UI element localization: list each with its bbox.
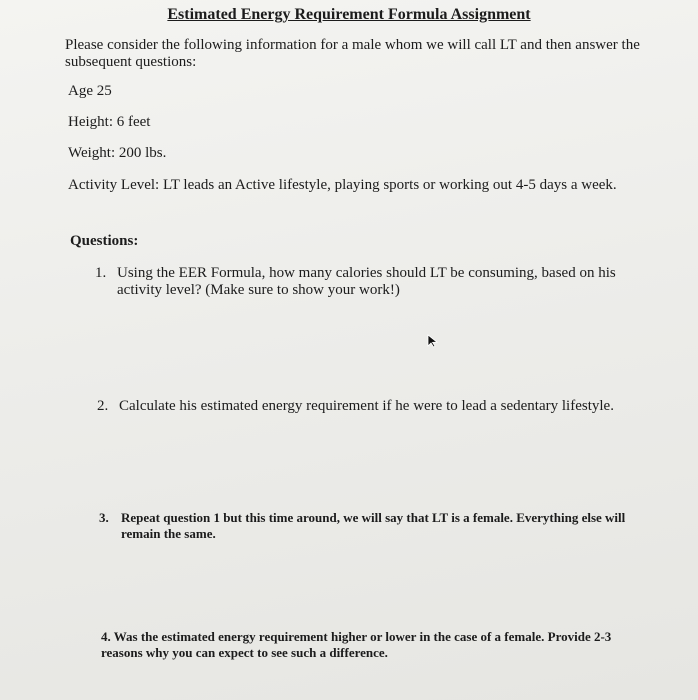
mouse-pointer-icon bbox=[427, 334, 439, 348]
question-number: 4. bbox=[101, 629, 111, 644]
question-number: 1. bbox=[95, 265, 107, 281]
question-4 bbox=[101, 629, 661, 665]
intro-paragraph: Please consider the following information for a male whom we will call LT and then answer the subsequent questions: bbox=[65, 37, 640, 70]
question-text: Repeat question 1 but this time around, we will say that LT is a female. Everything else will remain the same. bbox=[121, 510, 626, 541]
fact-weight: Weight: 200 lbs. bbox=[68, 145, 167, 161]
fact-activity: Activity Level: LT leads an Active lifestyle, playing sports or working out 4-5 days a week. bbox=[68, 177, 617, 193]
question-1 bbox=[95, 265, 635, 305]
fact-height: Height: 6 feet bbox=[68, 114, 151, 130]
question-2 bbox=[97, 398, 637, 418]
question-text: Calculate his estimated energy requirement if he were to lead a sedentary lifestyle. bbox=[119, 398, 614, 414]
question-text: 4. Was the estimated energy requirement higher or lower in the case of a female. Provide 2-3 reasons why you can expect to see such a difference. bbox=[101, 629, 612, 660]
question-number: 2. bbox=[97, 398, 109, 414]
page-title: Estimated Energy Requirement Formula Assignment bbox=[167, 6, 531, 23]
question-3 bbox=[99, 510, 639, 546]
question-text: Using the EER Formula, how many calories should LT be consuming, based on his activity level? (Make sure to show your work!) bbox=[117, 265, 616, 298]
questions-heading: Questions: bbox=[70, 233, 139, 249]
fact-age: Age 25 bbox=[68, 83, 112, 99]
question-number: 3. bbox=[99, 510, 109, 525]
